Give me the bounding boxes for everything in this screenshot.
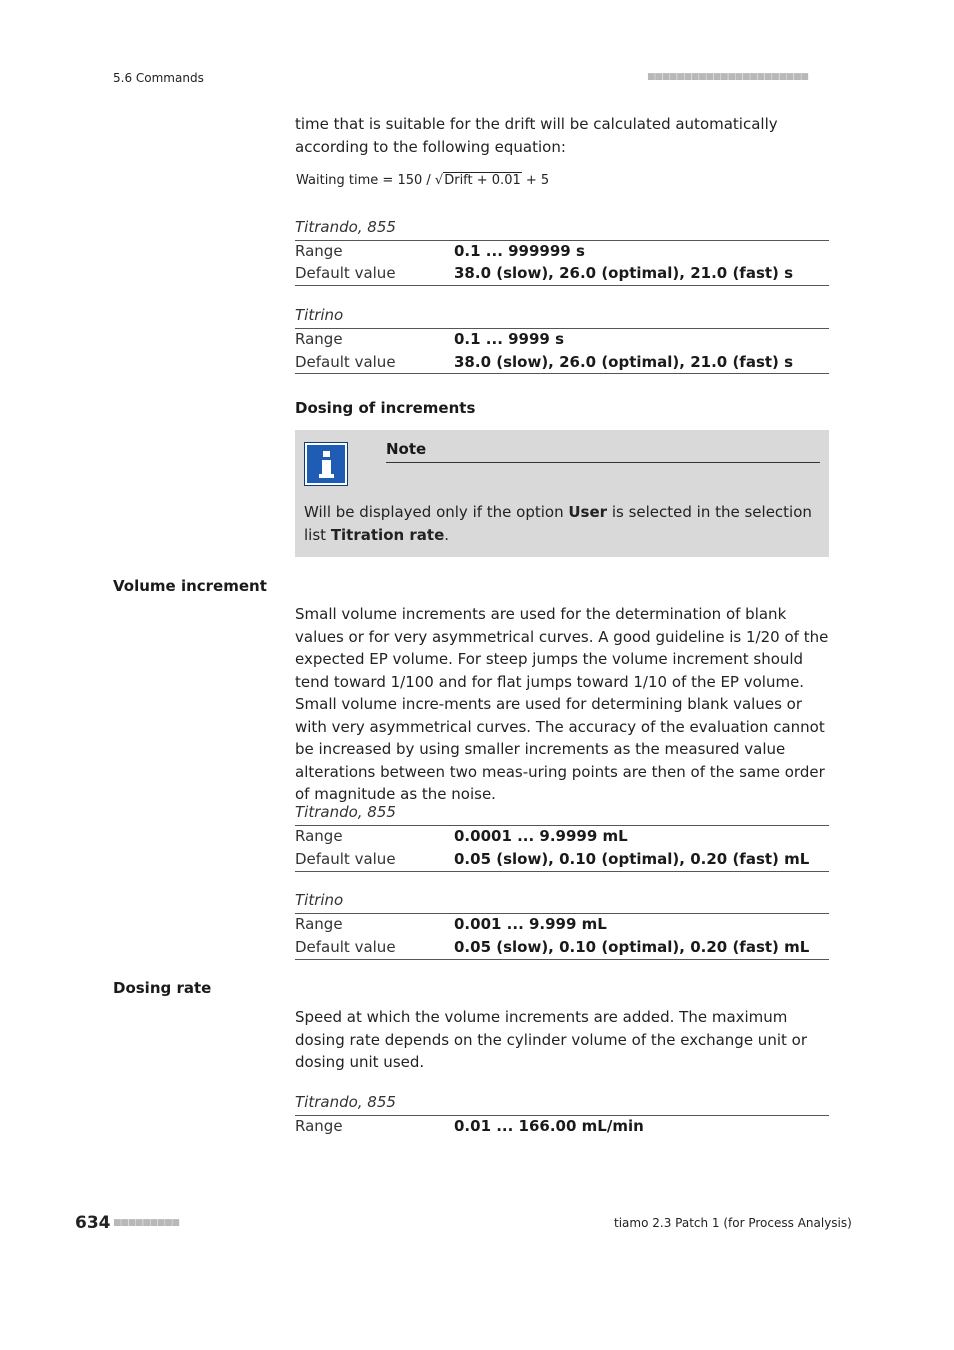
note-list-titration-rate: Titration rate [330, 526, 445, 544]
table-title: Titrando, 855 [295, 803, 396, 821]
table-row-value: 38.0 (slow), 26.0 (optimal), 21.0 (fast) s [454, 264, 794, 282]
table-rule-top [295, 913, 829, 914]
table-row-value: 38.0 (slow), 26.0 (optimal), 21.0 (fast) s [454, 353, 794, 371]
table-row-label: Range [295, 915, 343, 933]
table-rule-bottom [295, 871, 829, 872]
table-row-label: Default value [295, 353, 396, 371]
volume-increment-paragraph: Small volume increments are used for the determination of blank values or for very asymmetrical curves. A good guideline is 1/20 of the expected EP volume. For steep jumps the volume increment should tend toward 1/100 and for flat jumps toward 1/10 of the EP volume. Small volume incre-ments are used for determining blank values or with very asymmetrical curves. The accuracy of the evaluation cannot be increased by using smaller increments as the measured value alterations between two meas-uring points are then of the same order of magnitude as the noise. [295, 605, 829, 803]
table-row-label: Default value [295, 938, 396, 956]
table-rule-bottom [295, 373, 829, 374]
table-row-value: 0.01 ... 166.00 mL/min [454, 1117, 644, 1135]
equation-right: + 5 [521, 173, 550, 188]
intro-paragraph: time that is suitable for the drift will be calculated automatically according to the following equation: [295, 115, 778, 156]
footer-decoration: ■■■■■■■■■ [113, 1218, 179, 1228]
note-title: Note [386, 440, 427, 458]
equation-sqrt-term: Drift + 0.01 [444, 173, 521, 188]
table-rule-bottom [295, 959, 829, 960]
table-row-value: 0.1 ... 999999 s [454, 242, 585, 260]
table-row-label: Default value [295, 264, 396, 282]
table-row-value: 0.0001 ... 9.9999 mL [454, 827, 628, 845]
table-row-label: Range [295, 330, 343, 348]
note-rule [386, 462, 820, 463]
table-row-label: Default value [295, 850, 396, 868]
table-row-value: 0.1 ... 9999 s [454, 330, 565, 348]
header-decoration: ■■■■■■■■■■■■■■■■■■■■■■ [647, 72, 808, 82]
running-header-section: 5.6 Commands [113, 71, 204, 85]
footer-product: tiamo 2.3 Patch 1 (for Process Analysis) [614, 1216, 852, 1230]
note-text-part: Will be displayed only if the option [304, 503, 569, 521]
table-row-label: Range [295, 827, 343, 845]
dosing-rate-heading: Dosing rate [113, 979, 212, 997]
note-option-user: User [568, 503, 608, 521]
table-rule-top [295, 328, 829, 329]
table-rule-top [295, 240, 829, 241]
note-box [295, 430, 829, 557]
table-rule-top [295, 1115, 829, 1116]
page-number: 634 [75, 1213, 111, 1233]
table-row-label: Range [295, 242, 343, 260]
equation-left: Waiting time = 150 / [296, 173, 435, 188]
waiting-time-equation [296, 172, 549, 188]
table-row-value: 0.05 (slow), 0.10 (optimal), 0.20 (fast) mL [454, 850, 810, 868]
sqrt-symbol: √ [434, 173, 444, 188]
table-title: Titrando, 855 [295, 218, 396, 236]
table-title: Titrino [295, 891, 344, 909]
dosing-of-increments-heading: Dosing of increments [295, 399, 476, 417]
table-rule-top [295, 825, 829, 826]
table-row-value: 0.05 (slow), 0.10 (optimal), 0.20 (fast) mL [454, 938, 810, 956]
info-icon [304, 442, 348, 486]
note-text-part: . [444, 526, 450, 544]
table-rule-bottom [295, 285, 829, 286]
volume-increment-heading: Volume increment [113, 577, 267, 595]
note-text-part: is selected in the selection list [304, 503, 812, 544]
table-row-value: 0.001 ... 9.999 mL [454, 915, 607, 933]
table-row-label: Range [295, 1117, 343, 1135]
table-title: Titrino [295, 306, 344, 324]
dosing-rate-paragraph: Speed at which the volume increments are added. The maximum dosing rate depends on the cylinder volume of the exchange unit or dosing unit used. [295, 1008, 807, 1071]
note-text [304, 501, 822, 547]
table-title: Titrando, 855 [295, 1093, 396, 1111]
